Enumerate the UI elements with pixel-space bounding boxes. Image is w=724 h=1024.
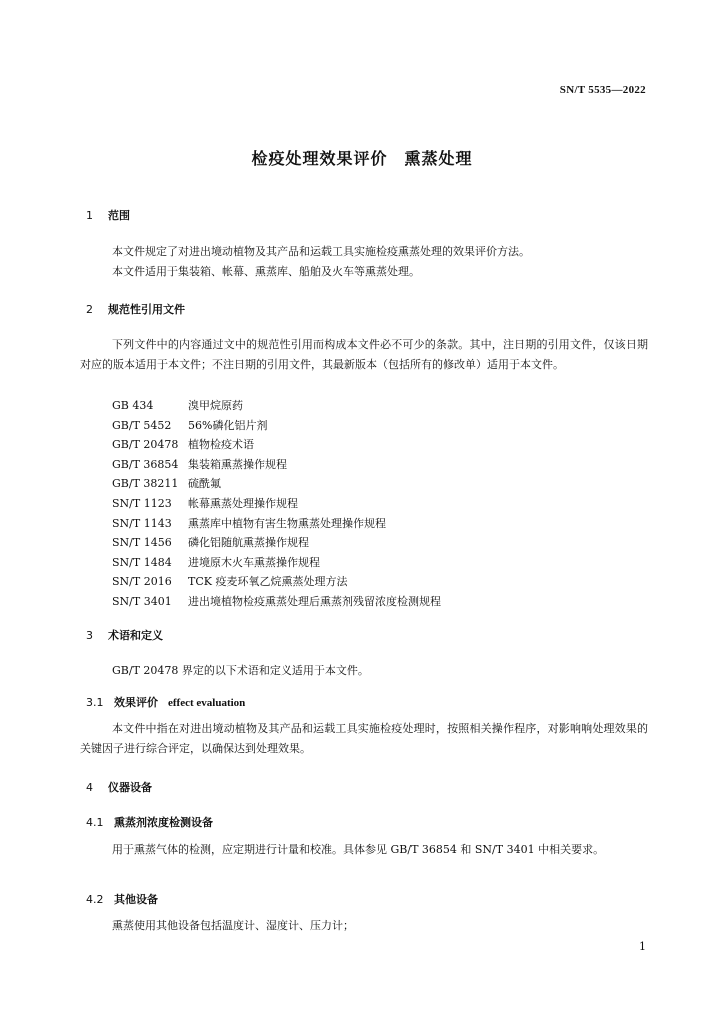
section-title: 效果评价: [114, 696, 158, 709]
reference-item: [112, 533, 309, 553]
section-title: 规范性引用文件: [108, 303, 185, 316]
reference-item: [112, 416, 267, 436]
reference-code: GB 434: [112, 399, 154, 412]
doc-code: SN/T 5535—2022: [559, 84, 646, 96]
reference-code: SN/T 1143: [112, 516, 172, 530]
section-number: 4: [86, 781, 93, 794]
section-4-2-para-1: 熏蒸使用其他设备包括温度计、湿度计、压力计；: [112, 919, 354, 932]
section-3-1-heading: [86, 694, 245, 710]
section-2-heading: [86, 301, 185, 317]
section-title: 熏蒸剂浓度检测设备: [114, 816, 213, 829]
reference-code: GB/T 36854: [112, 457, 179, 471]
page-title: 检疫处理效果评价 熏蒸处理: [251, 149, 473, 168]
reference-name: TCK 疫麦环氧乙烷熏蒸处理方法: [188, 575, 348, 589]
reference-name: 植物检疫术语: [188, 438, 254, 452]
reference-item: [112, 455, 287, 475]
reference-item: [112, 396, 243, 416]
reference-name: 磷化铝随航熏蒸操作规程: [188, 536, 309, 550]
reference-name: 硫酰氟: [188, 477, 221, 491]
section-2-para-1: 下列文件中的内容通过文中的规范性引用而构成本文件必不可少的条款。其中，注日期的引用文件，仅该日期对应的版本适用于本文件；不注日期的引用文件，其最新版本（包括所有的修改单）适用于本文件。: [80, 338, 648, 371]
section-title-en: effect evaluation: [168, 697, 246, 709]
section-4-1-para-1: 用于熏蒸气体的检测，应定期进行计量和校准。具体参见 GB/T 36854 和 SN/T 3401 中相关要求。: [112, 843, 605, 856]
reference-code: GB/T 38211: [112, 477, 179, 491]
page-number: 1: [639, 940, 646, 953]
reference-code: SN/T 3401: [112, 595, 172, 608]
section-number: 4.1: [86, 816, 104, 829]
reference-code: SN/T 1456: [112, 536, 172, 550]
reference-name: 熏蒸库中植物有害生物熏蒸处理操作规程: [188, 516, 386, 530]
reference-code: SN/T 2016: [112, 575, 172, 589]
reference-name: 帐幕熏蒸处理操作规程: [188, 497, 298, 510]
reference-item: [112, 592, 441, 612]
section-title: 范围: [108, 209, 130, 222]
section-number: 3: [86, 629, 93, 642]
reference-code: GB/T 20478: [112, 438, 179, 452]
section-1-para-2: 本文件适用于集装箱、帐幕、熏蒸库、船舶及火车等熏蒸处理。: [112, 265, 420, 278]
section-title: 术语和定义: [108, 629, 163, 642]
reference-name: 集装箱熏蒸操作规程: [188, 457, 287, 471]
section-3-1-para-1: 本文件中指在对进出境动植物及其产品和运载工具实施检疫处理时，按照相关操作程序，对影响响处理效果的关键因子进行综合评定，以确保达到处理效果。: [80, 722, 648, 755]
section-title: 其他设备: [114, 893, 158, 906]
reference-code: SN/T 1123: [112, 497, 172, 510]
reference-code: SN/T 1484: [112, 555, 172, 569]
reference-item: [112, 553, 320, 573]
reference-item: [112, 435, 254, 455]
reference-name: 进出境植物检疫熏蒸处理后熏蒸剂残留浓度检测规程: [188, 595, 441, 608]
reference-item: [112, 572, 347, 592]
section-number: 1: [86, 209, 93, 222]
reference-item: [112, 474, 221, 494]
section-number: 2: [86, 303, 93, 316]
reference-name: 溴甲烷原药: [188, 399, 243, 412]
section-4-2-heading: [86, 891, 158, 907]
section-1-heading: [86, 207, 130, 223]
reference-name: 进境原木火车熏蒸操作规程: [188, 555, 320, 569]
reference-name: 56%磷化铝片剂: [188, 418, 268, 432]
section-3-para-1: GB/T 20478 界定的以下术语和定义适用于本文件。: [112, 664, 369, 677]
section-title: 仪器设备: [108, 781, 152, 794]
reference-code: GB/T 5452: [112, 418, 172, 432]
section-4-heading: [86, 779, 152, 795]
section-3-heading: [86, 627, 163, 643]
section-number: 3.1: [86, 696, 104, 709]
reference-item: [112, 494, 298, 514]
reference-item: [112, 514, 386, 534]
section-4-1-heading: [86, 814, 213, 830]
section-number: 4.2: [86, 893, 104, 906]
section-1-para-1: 本文件规定了对进出境动植物及其产品和运载工具实施检疫熏蒸处理的效果评价方法。: [112, 245, 530, 258]
